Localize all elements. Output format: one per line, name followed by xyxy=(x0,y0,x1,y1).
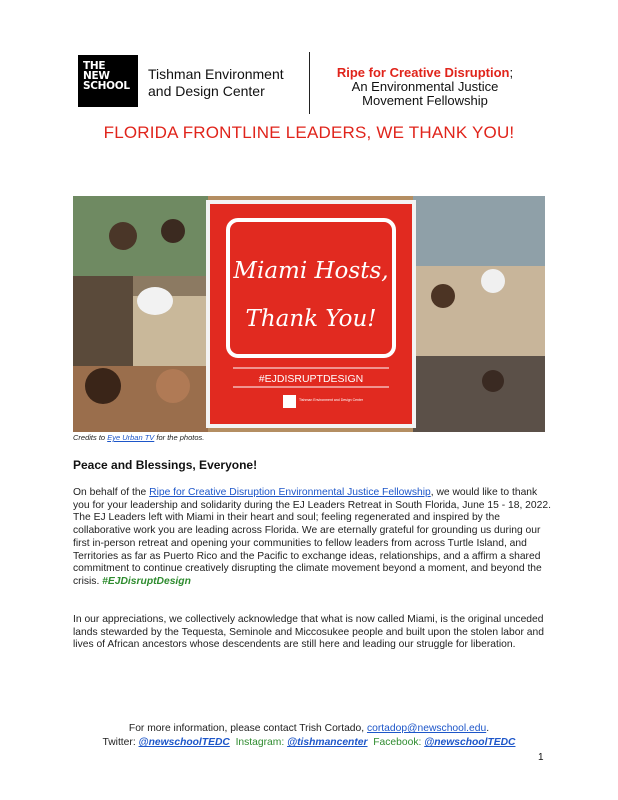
credits-prefix: Credits to xyxy=(73,433,108,442)
greeting: Peace and Blessings, Everyone! xyxy=(73,458,258,472)
person-figure-6 xyxy=(431,284,455,308)
person-figure-5 xyxy=(481,269,505,293)
photo-collage xyxy=(73,196,545,432)
header-divider xyxy=(309,52,310,114)
new-school-logo xyxy=(78,55,138,107)
fellowship-line-2: An Environmental Justice xyxy=(351,79,499,94)
org-name xyxy=(148,66,284,100)
fellowship-line-3: Movement Fellowship xyxy=(362,93,488,108)
credits-suffix: for the photos. xyxy=(154,433,205,442)
facebook-handle-link[interactable]: @newschoolTEDC xyxy=(424,737,516,748)
contact-email-link[interactable]: cortadop@newschool.edu xyxy=(366,723,487,734)
collage-right-top-photo xyxy=(413,196,545,266)
footer-contact xyxy=(0,723,618,734)
card-title-line-1: Miami Hosts, xyxy=(233,258,389,284)
logo-line-3: SCHOOL xyxy=(83,80,130,92)
body-paragraph-1 xyxy=(73,487,551,589)
facebook-label: Facebook: xyxy=(373,737,425,748)
person-figure-3 xyxy=(85,368,121,404)
page-number: 1 xyxy=(538,752,544,763)
fellowship-title xyxy=(320,66,530,108)
person-figure-1 xyxy=(109,222,137,250)
collage-right-bottom-photo xyxy=(413,356,545,432)
card-logo xyxy=(283,395,296,408)
photo-credits xyxy=(73,433,204,442)
p1-intro: On behalf of the xyxy=(73,487,150,498)
logo-line-1: THE xyxy=(83,60,106,72)
person-figure-7 xyxy=(482,370,504,392)
collage-image xyxy=(73,196,545,432)
fellowship-separator: ; xyxy=(509,65,514,80)
person-figure-2 xyxy=(161,219,185,243)
org-name-line-1: Tishman Environment xyxy=(148,66,284,82)
eye-urban-tv-link[interactable]: Eye Urban TV xyxy=(107,433,155,442)
collage-right-mid-photo xyxy=(413,266,545,356)
page-headline: FLORIDA FRONTLINE LEADERS, WE THANK YOU! xyxy=(103,123,515,142)
contact-text: For more information, please contact Trish Cortado, xyxy=(128,723,367,734)
logo-line-2: NEW xyxy=(83,70,110,82)
fellowship-name: Ripe for Creative Disruption xyxy=(336,65,510,80)
instagram-handle-link[interactable]: @tishmancenter xyxy=(287,737,368,748)
twitter-handle-link[interactable]: @newschoolTEDC xyxy=(138,737,230,748)
org-name-line-2: and Design Center xyxy=(148,83,265,99)
card-title-line-2: Thank You! xyxy=(245,306,377,332)
fellowship-link[interactable]: Ripe for Creative Disruption Environmental Justice Fellowship xyxy=(149,487,431,498)
person-figure-4 xyxy=(156,369,190,403)
collage-left-top-photo xyxy=(73,196,208,276)
card-org-text: Tishman Environment and Design Center xyxy=(299,398,364,402)
collage-left-mid-photo xyxy=(73,276,133,366)
hashtag: #EJDisruptDesign xyxy=(102,575,191,587)
card-hashtag: #EJDISRUPTDESIGN xyxy=(258,373,364,385)
p1-body: , we would like to thank you for your leadership and solidarity during the EJ Leaders Retreat in South Florida, June 15 - 18, 2022. The EJ Leaders left with Miami in their heart and soul; feeling regenerated and inspired by the collaborative work you are leading across Florida. We are eternally grateful for grounding us during our first in-person retreat and opening your communities to fellow leaders from across Turtle Island, and Territories as far as Puerto Rico and the Pacific to exchange ideas, relationships, and a affirm a shared commitment to continue creatively disrupting the climate movement beyond a moment, and beyond the crisis. xyxy=(73,487,551,587)
contact-suffix: . xyxy=(486,723,490,734)
white-headwrap-figure xyxy=(137,287,173,315)
body-paragraph-2: In our appreciations, we collectively acknowledge that what is now called Miami, is the original unceded lands stewarded by the Tequesta, Seminole and Miccosukee people and built upon the stolen labor and lives of African ancestors whose descendents are still here and leading our struggle for liberation. xyxy=(73,614,544,651)
instagram-label: Instagram: xyxy=(235,737,288,748)
footer-social xyxy=(0,737,618,748)
twitter-label: Twitter: xyxy=(102,737,139,748)
